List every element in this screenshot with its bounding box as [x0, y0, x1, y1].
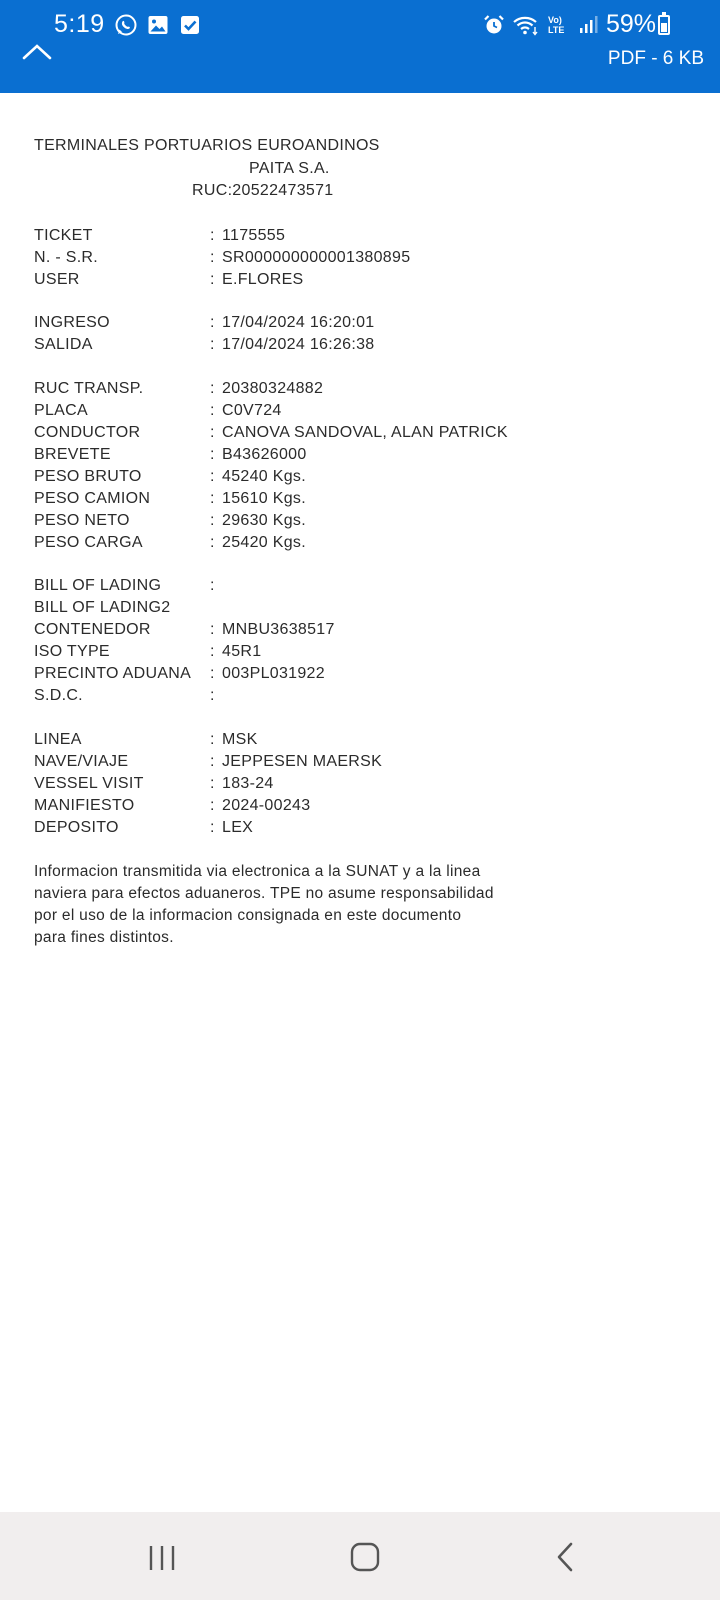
field-value: C0V724	[222, 401, 282, 419]
checklist-icon	[178, 13, 202, 37]
field-row: PESO CAMION : 15610 Kgs.	[34, 488, 674, 510]
field-row: BILL OF LADING :	[34, 575, 674, 597]
field-row: PRECINTO ADUANA : 003PL031922	[34, 663, 674, 685]
collapse-up-icon[interactable]	[20, 40, 56, 64]
field-value: SR000000000001380895	[222, 248, 411, 266]
navigation-bar	[0, 1512, 720, 1600]
field-label: PRECINTO ADUANA	[34, 665, 192, 682]
field-value: 1175555	[222, 226, 286, 244]
field-row: PLACA : C0V724	[34, 400, 674, 422]
field-label: ISO TYPE	[34, 643, 110, 660]
field-row: N. - S.R. : SR000000000001380895	[34, 247, 674, 269]
field-row: PESO BRUTO : 45240 Kgs.	[34, 466, 674, 488]
field-value: B43626000	[222, 445, 307, 463]
field-label: BILL OF LADING	[34, 577, 162, 594]
field-value: LEX	[222, 818, 254, 836]
gallery-icon	[146, 13, 170, 37]
field-label: MANIFIESTO	[34, 796, 135, 814]
field-value: JEPPESEN MAERSK	[222, 752, 383, 770]
field-row: INGRESO : 17/04/2024 16:20:01	[34, 312, 674, 334]
ticket-fields	[34, 225, 674, 839]
field-label: PESO NETO	[34, 511, 130, 529]
field-label: TICKET	[34, 226, 93, 244]
company-name: TERMINALES PORTUARIOS EUROANDINOS	[34, 137, 380, 154]
field-label: PESO CAMION	[34, 489, 151, 507]
company-ruc: RUC:20522473571	[192, 182, 334, 199]
field-value: 20380324882	[222, 379, 324, 397]
field-value: CANOVA SANDOVAL, ALAN PATRICK	[222, 423, 508, 441]
field-value: 45240 Kgs.	[222, 467, 306, 485]
field-value: 183-24	[222, 774, 274, 792]
field-label: RUC TRANSP.	[34, 379, 144, 397]
svg-text:LTE: LTE	[547, 24, 565, 35]
pdf-document	[34, 135, 674, 949]
field-value: 29630 Kgs.	[222, 511, 306, 529]
field-value: 2024-00243	[222, 796, 311, 814]
home-icon[interactable]	[345, 1540, 385, 1576]
wifi-icon	[512, 13, 540, 37]
volte-icon	[546, 13, 570, 37]
field-label: INGRESO	[34, 314, 110, 331]
company-subtitle: PAITA S.A.	[249, 159, 330, 177]
field-label: SALIDA	[34, 336, 93, 353]
field-row: CONDUCTOR : CANOVA SANDOVAL, ALAN PATRICK	[34, 422, 674, 444]
svg-text:Vo): Vo)	[547, 14, 562, 25]
field-label: N. - S.R.	[34, 248, 99, 266]
field-row: BREVETE : B43626000	[34, 444, 674, 466]
field-value: MNBU3638517	[222, 621, 335, 638]
field-row: LINEA : MSK	[34, 729, 674, 751]
field-row: SALIDA : 17/04/2024 16:26:38	[34, 334, 674, 356]
alarm-icon	[482, 13, 506, 37]
field-row: NAVE/VIAJE : JEPPESEN MAERSK	[34, 751, 674, 773]
field-row: TICKET : 1175555	[34, 225, 674, 247]
field-row: USER : E.FLORES	[34, 269, 674, 291]
back-icon[interactable]	[547, 1540, 587, 1576]
field-value: 45R1	[222, 643, 262, 660]
field-label: BREVETE	[34, 445, 111, 463]
field-label: LINEA	[34, 730, 82, 748]
field-value: 17/04/2024 16:26:38	[222, 336, 375, 353]
field-label: PESO CARGA	[34, 533, 143, 551]
legal-notice: Informacion transmitida via electronica a la SUNAT y a la linea naviera para efectos aduaneros. TPE no asume responsabilidad por el uso de la informacion consignada en este documento para fines distintos.	[34, 862, 494, 946]
notification-icons	[114, 13, 202, 37]
field-row: RUC TRANSP. : 20380324882	[34, 378, 674, 400]
battery-icon	[658, 15, 670, 35]
field-value: 003PL031922	[222, 665, 325, 682]
status-time: 5:19	[54, 10, 105, 38]
top-bar	[0, 0, 720, 93]
system-status-icons	[482, 10, 656, 39]
file-info: PDF - 6 KB	[607, 48, 704, 69]
battery-percentage: 59%	[605, 10, 656, 38]
field-row: S.D.C. :	[34, 685, 674, 707]
field-label: BILL OF LADING2	[34, 599, 171, 616]
recents-icon[interactable]	[143, 1540, 183, 1576]
field-label: CONTENEDOR	[34, 621, 151, 638]
field-row	[34, 597, 674, 619]
field-label: PLACA	[34, 401, 88, 419]
signal-icon	[576, 13, 600, 37]
field-label: CONDUCTOR	[34, 423, 141, 441]
field-label: USER	[34, 270, 80, 288]
field-value: 25420 Kgs.	[222, 533, 306, 551]
field-value: E.FLORES	[222, 270, 304, 288]
field-row: PESO NETO : 29630 Kgs.	[34, 510, 674, 532]
field-label: DEPOSITO	[34, 818, 119, 836]
field-row: MANIFIESTO : 2024-00243	[34, 795, 674, 817]
field-value: 15610 Kgs.	[222, 489, 306, 507]
whatsapp-icon	[114, 13, 138, 37]
field-row: VESSEL VISIT : 183-24	[34, 773, 674, 795]
field-value: 17/04/2024 16:20:01	[222, 314, 375, 331]
field-row: PESO CARGA : 25420 Kgs.	[34, 532, 674, 554]
field-label: NAVE/VIAJE	[34, 752, 129, 770]
field-label: VESSEL VISIT	[34, 774, 144, 792]
field-label: PESO BRUTO	[34, 467, 142, 485]
field-row: CONTENEDOR : MNBU3638517	[34, 619, 674, 641]
field-row: DEPOSITO : LEX	[34, 817, 674, 839]
field-value: MSK	[222, 730, 258, 748]
field-label: S.D.C.	[34, 687, 83, 704]
field-row: ISO TYPE : 45R1	[34, 641, 674, 663]
